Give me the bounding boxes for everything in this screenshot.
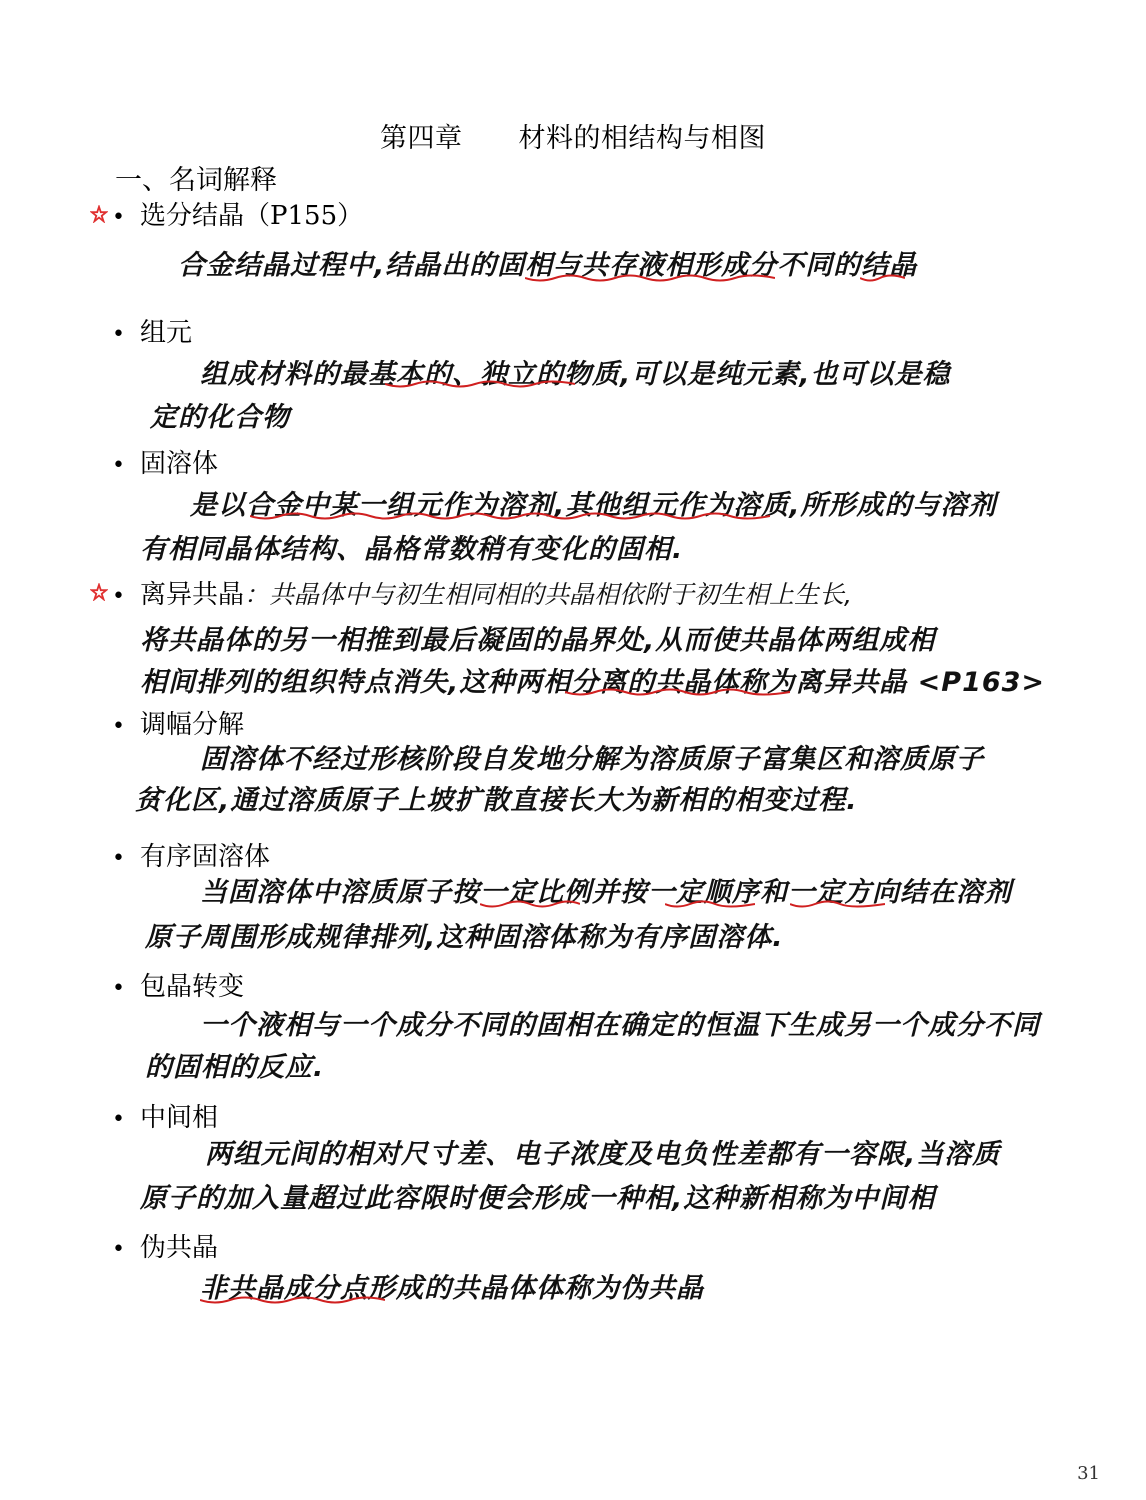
- term-label: 伪共晶: [140, 1233, 219, 1263]
- bullet-icon: •: [112, 205, 125, 230]
- definition-line: 固溶体不经过形核阶段自发地分解为溶质原子富集区和溶质原子: [200, 744, 984, 775]
- page-number: 31: [1077, 1463, 1100, 1484]
- term-item: [112, 704, 244, 741]
- bullet-icon: •: [112, 1107, 125, 1132]
- underline-mark: [790, 900, 885, 910]
- term-item: [112, 836, 270, 873]
- bullet-icon: •: [112, 453, 125, 478]
- definition-line: 原子周围形成规律排列,这种固溶体称为有序固溶体.: [145, 922, 784, 953]
- definition-line: 非共晶成分点形成的共晶体体称为伪共晶: [200, 1273, 704, 1304]
- bullet-icon: •: [112, 584, 125, 609]
- definition-line: 是以合金中某一组元作为溶剂,其他组元作为溶质,所形成的与溶剂: [190, 490, 997, 521]
- underline-mark: [200, 1296, 385, 1306]
- term-label: 固溶体: [140, 449, 219, 479]
- bullet-icon: •: [112, 1237, 125, 1262]
- term-item: [112, 443, 218, 480]
- definition-line: 一个液相与一个成分不同的固相在确定的恒温下生成另一个成分不同: [200, 1010, 1040, 1041]
- definition-line: 合金结晶过程中,结晶出的固相与共存液相形成分不同的结晶: [178, 250, 918, 281]
- definition-line: 相间排列的组织特点消失,这种两相分离的共晶体称为离异共晶 <P163>: [140, 667, 1046, 698]
- definition-line: 将共晶体的另一相推到最后凝固的晶界处,从而使共晶体两组成相: [140, 625, 936, 656]
- underline-mark: [480, 900, 580, 910]
- definition-line: 定的化合物: [150, 402, 290, 433]
- term-item: [112, 1097, 218, 1134]
- term-label: 调幅分解: [140, 710, 245, 740]
- section-title: 一、名词解释: [115, 165, 277, 196]
- bullet-icon: •: [112, 714, 125, 739]
- star-mark-icon: [90, 205, 108, 223]
- term-item: [112, 195, 363, 232]
- chapter-name: 材料的相结构与相图: [518, 123, 766, 154]
- chapter-title: [0, 116, 1146, 155]
- underline-mark: [860, 274, 905, 284]
- term-item: [112, 312, 192, 349]
- bullet-icon: •: [112, 846, 125, 871]
- underline-mark: [525, 274, 775, 284]
- definition-line: 有相同晶体结构、晶格常数稍有变化的固相.: [140, 534, 684, 565]
- term-label: 有序固溶体: [140, 842, 271, 872]
- definition-line: 两组元间的相对尺寸差、电子浓度及电负性差都有一容限,当溶质: [205, 1139, 1001, 1170]
- bullet-icon: •: [112, 322, 125, 347]
- star-mark-icon: [90, 583, 108, 601]
- bullet-icon: •: [112, 976, 125, 1001]
- chapter-number: 第四章: [380, 123, 463, 154]
- term-item: [112, 574, 852, 611]
- definition-line: 贫化区,通过溶质原子上坡扩散直接长大为新相的相变过程.: [135, 785, 858, 816]
- underline-mark: [250, 512, 770, 522]
- term-label: 选分结晶（P155）: [140, 201, 364, 231]
- term-label: 包晶转变: [140, 972, 245, 1002]
- definition-inline: ：共晶体中与初生相同相的共晶相依附于初生相上生长,: [244, 580, 852, 609]
- term-item: [112, 966, 244, 1003]
- term-label: 离异共晶: [140, 580, 245, 610]
- definition-line: 原子的加入量超过此容限时便会形成一种相,这种新相称为中间相: [140, 1183, 936, 1214]
- underline-mark: [665, 900, 755, 910]
- definition-line: 的固相的反应.: [145, 1052, 325, 1083]
- term-label: 中间相: [140, 1103, 219, 1133]
- definition-line: 当固溶体中溶质原子按一定比例并按一定顺序和一定方向结在溶剂: [200, 877, 1012, 908]
- underline-mark: [385, 380, 575, 390]
- definition-line: 组成材料的最基本的、独立的物质,可以是纯元素,也可以是稳: [200, 359, 951, 390]
- underline-mark: [565, 688, 790, 698]
- term-label: 组元: [140, 318, 193, 348]
- term-item: [112, 1227, 218, 1264]
